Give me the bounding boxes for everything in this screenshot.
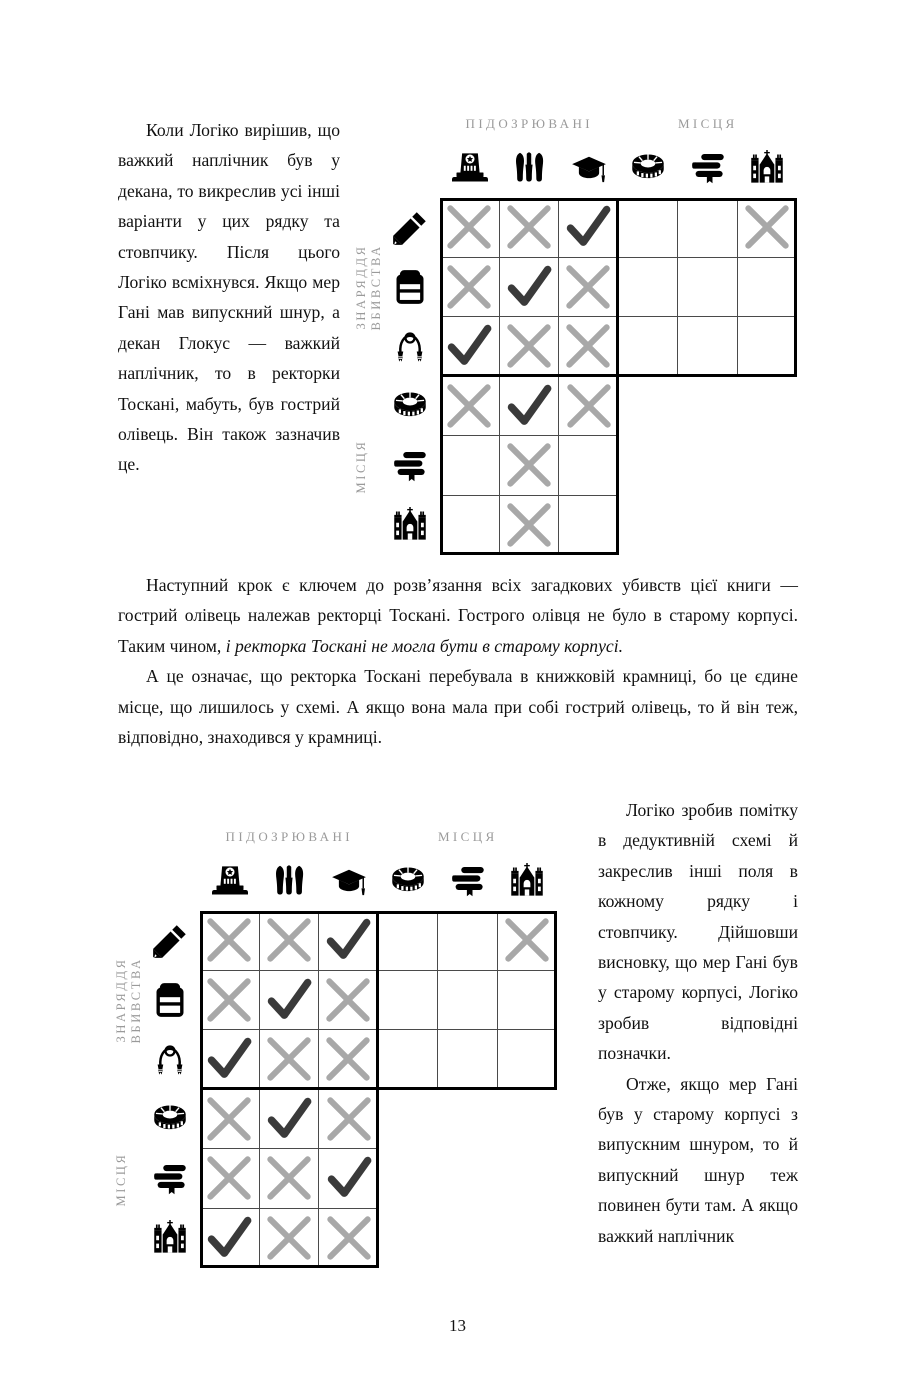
row-group-label: ЗНАРЯДДЯ ВБИВСТВА (114, 957, 143, 1044)
grid-cell[interactable] (498, 911, 558, 971)
grid-cell[interactable] (200, 1030, 260, 1090)
paragraph-br-2: Отже, якщо мер Гані був у старому корпусі з випускним шнуром, то й випускний шнур теж повинен бути там. А якщо важкий наплічник (598, 1073, 798, 1246)
grid-cell[interactable] (260, 1209, 320, 1269)
grid-cell[interactable] (260, 971, 320, 1031)
row-group-label: МІСЦЯ (114, 1151, 128, 1206)
grid-cell[interactable] (260, 1090, 320, 1150)
grid-cell[interactable] (200, 971, 260, 1031)
paragraph-middle-1-italic: і ректорка Тоскані не могла бути в старому корпусі. (225, 635, 623, 656)
row-header-backpack-icon (148, 971, 192, 1031)
column-group-label: МІСЦЯ (437, 829, 498, 844)
paragraph-middle-1-plain: Наступний крок є ключем до розв’язання всіх загадкових убивств цієї книги — гострий олівець належав ректорці Тоскані. Гострого олівця не було в старому корпусі. Таким чином, (118, 575, 798, 656)
column-header-graduation-cap-icon (319, 853, 379, 899)
grid-cell[interactable] (498, 1030, 558, 1090)
grid-cell[interactable] (319, 971, 379, 1031)
paragraph-bottom-right (598, 795, 798, 1251)
column-group-label: МІСЦЯ (677, 116, 738, 131)
grid-cell[interactable] (438, 971, 498, 1031)
column-header-bowling-pins-icon (260, 853, 320, 899)
paragraph-text: Коли Логіко вирішив, що важкий наплічник був у декана, то викреслив усі інші варіанти у цих рядку та стовпчику. Після цього Логіко всміхнувся. Якщо мер Гані мав випускний шнур, а декан Глокус — важкий наплічник, то в ректорки Тоскані, мабуть, був гострий олівець. Він також зазначив це. (118, 120, 340, 475)
column-group-label: ПІДОЗРЮВАНІ (465, 116, 593, 131)
row-group-label: МІСЦЯ (354, 438, 368, 493)
page-number: 13 (449, 1316, 466, 1335)
grid-cell[interactable] (438, 911, 498, 971)
grid-cell[interactable] (319, 911, 379, 971)
grid-cell[interactable] (319, 1030, 379, 1090)
grid-cell[interactable] (319, 1149, 379, 1209)
grid-cell[interactable] (200, 1209, 260, 1269)
grid-cell[interactable] (438, 1030, 498, 1090)
grid-cell[interactable] (260, 1149, 320, 1209)
grid-cell[interactable] (260, 911, 320, 971)
row-group-label: ЗНАРЯДДЯ ВБИВСТВА (354, 244, 383, 331)
grid-cell[interactable] (319, 1209, 379, 1269)
paragraph-br-1: Логіко зробив помітку в дедуктивній схемі й закреслив інші поля в кожному рядку і стовпчику. Дійшовши висновку, що мер Гані був у старому корпусі, Логіко зробив відповідні позначки. (598, 800, 798, 1064)
grid-cell[interactable] (379, 911, 439, 971)
grid-cell[interactable] (319, 1090, 379, 1150)
row-header-cord-icon (148, 1030, 192, 1090)
grid-cell[interactable] (200, 1090, 260, 1150)
grid-cell[interactable] (200, 911, 260, 971)
row-header-castle-icon (148, 1209, 192, 1269)
grid-cell[interactable] (498, 971, 558, 1031)
column-header-books-icon (438, 853, 498, 899)
grid-cell[interactable] (379, 971, 439, 1031)
row-header-pencil-icon (148, 911, 192, 971)
column-header-castle-icon (498, 853, 558, 899)
grid-cell[interactable] (200, 1149, 260, 1209)
paragraph-middle-2: А це означає, що ректорка Тоскані перебувала в книжковій крамниці, бо це єдине місце, що лишилось у схемі. А якщо вона мала при собі гострий олівець, то й він теж, відповідно, знаходився у крамниці. (118, 666, 798, 748)
grid-cell[interactable] (260, 1030, 320, 1090)
grid-cell[interactable] (379, 1030, 439, 1090)
row-header-books-icon (148, 1149, 192, 1209)
column-group-label: ПІДОЗРЮВАНІ (225, 829, 353, 844)
row-header-stadium-icon (148, 1090, 192, 1150)
column-header-stadium-icon (379, 853, 439, 899)
column-header-top-hat-icon (200, 853, 260, 899)
